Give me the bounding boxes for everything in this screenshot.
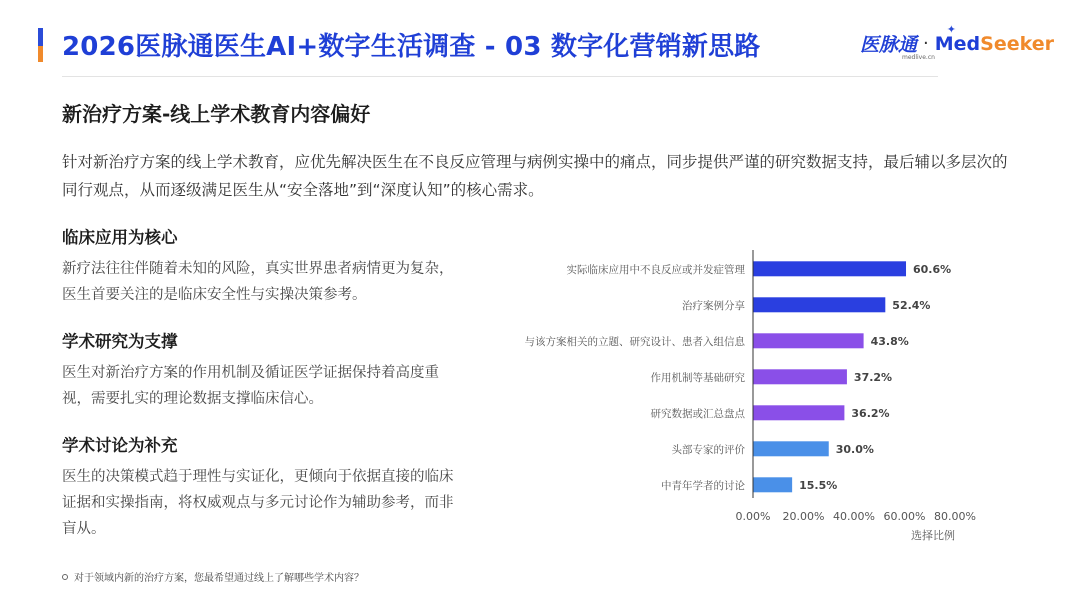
medseeker-logo-part-b: Seeker <box>980 32 1054 55</box>
bar <box>753 405 844 420</box>
x-tick-label: 20.00% <box>782 510 825 523</box>
category-label: 作用机制等基础研究 <box>650 371 745 384</box>
bar <box>753 297 885 312</box>
sparkle-icon: ✦ <box>946 23 956 36</box>
data-label: 36.2% <box>851 406 890 420</box>
bullet-circle-icon <box>62 574 68 580</box>
logo-separator: · <box>923 33 929 54</box>
data-label: 52.4% <box>892 298 931 312</box>
insight-text: 医生的决策模式趋于理性与实证化，更倾向于依据直接的临床证据和实操指南，将权威观点与多元讨论作为辅助参考，而非盲从。 <box>62 469 454 537</box>
bar <box>753 369 847 384</box>
insight-heading: 学术研究为支撑 <box>62 332 178 351</box>
x-tick-label: 80.00% <box>934 510 976 523</box>
page-title: 2026医脉通医生AI+数字生活调查 - 03 数字化营销新思路 <box>62 32 761 62</box>
data-label: 30.0% <box>835 442 874 456</box>
category-label: 治疗案例分享 <box>682 299 745 312</box>
x-tick-label: 0.00% <box>735 510 771 523</box>
insight-heading: 临床应用为核心 <box>62 228 178 247</box>
medseeker-logo-part-a: Med <box>934 32 981 55</box>
survey-question-footnote <box>62 569 364 584</box>
data-label: 37.2% <box>853 370 893 384</box>
insight-text: 新疗法往往伴随着未知的风险，真实世界患者病情更为复杂，医生首要关注的是临床安全性与实操决策参考。 <box>62 261 454 303</box>
bar <box>753 333 864 348</box>
footnote-text: 对于领域内新的治疗方案，您最希望通过线上了解哪些学术内容？ <box>74 573 364 584</box>
category-label: 研究数据或汇总盘点 <box>650 407 745 420</box>
bar <box>753 441 829 456</box>
category-label: 中青年学者的讨论 <box>661 479 745 492</box>
x-tick-label: 60.00% <box>883 510 926 523</box>
bar <box>753 477 792 492</box>
data-label: 43.8% <box>870 334 909 348</box>
category-label: 实际临床应用中不良反应或并发症管理 <box>566 263 745 276</box>
x-axis-title: 选择比例 <box>911 529 955 542</box>
data-label: 15.5% <box>799 478 838 492</box>
medlive-logo-subtext: medlive.cn <box>902 54 935 61</box>
category-label: 头部专家的评价 <box>671 443 745 456</box>
section-intro: 针对新治疗方案的线上学术教育，应优先解决医生在不良反应管理与病例实操中的痛点，同步提供严谨的研究数据支持，最后辅以多层次的同行观点，从而逐级满足医生从“安全落地”到“深度认知”的核心需求。 <box>62 153 1008 199</box>
section-title: 新治疗方案-线上学术教育内容偏好 <box>62 102 371 126</box>
insight-heading: 学术讨论为补充 <box>62 436 178 455</box>
x-tick-label: 40.00% <box>833 510 875 523</box>
insight-text: 医生对新治疗方案的作用机制及循证医学证据保持着高度重视，需要扎实的理论数据支撑临床信心。 <box>62 365 439 407</box>
bar <box>753 261 906 276</box>
data-label: 60.6% <box>913 262 952 276</box>
category-label: 与该方案相关的立题、研究设计、患者入组信息 <box>524 335 745 348</box>
medlive-logo-text: 医脉通 <box>860 34 918 56</box>
